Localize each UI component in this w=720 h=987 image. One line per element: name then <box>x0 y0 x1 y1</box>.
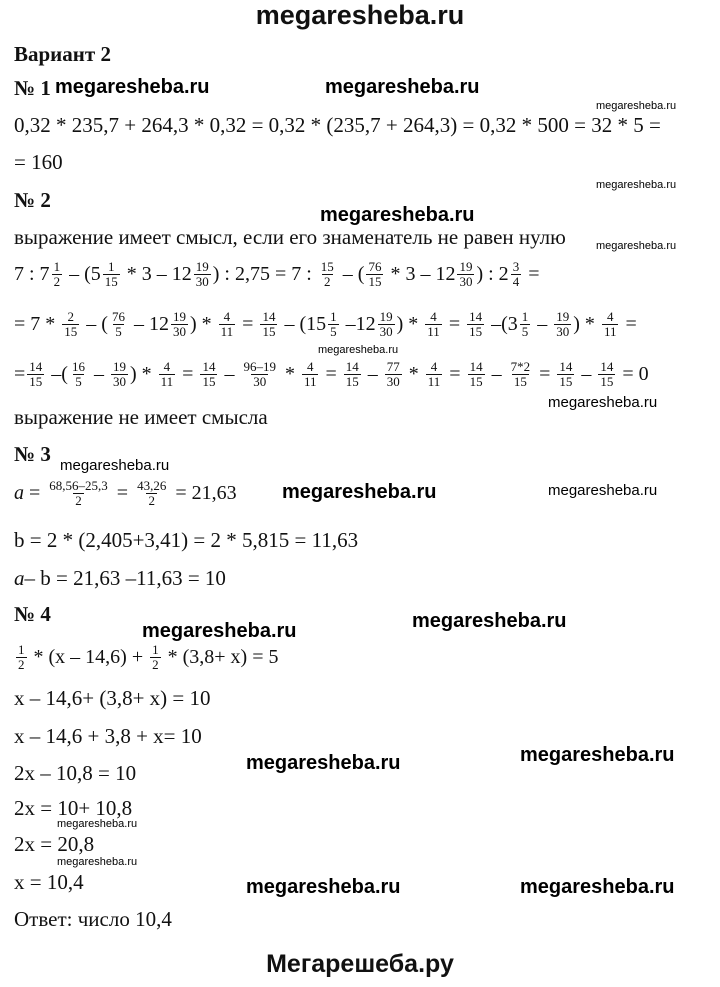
site-footer: Мегарешеба.ру <box>266 950 454 978</box>
variant-title: Вариант 2 <box>14 42 111 66</box>
watermark: megaresheba.ru <box>60 457 170 474</box>
task2-formula-line2: = 7 * $\frac{2}{15}$ – ( $\frac{76}{5}$ – 12 $\frac{19}{30}$ ) * $\frac{4}{11}$ = $\frac{14}{15}$ – (15 $\frac{1}{5}$ –12 $\frac{19}{30}$ ) * $\frac{4}{11}$ = $\frac{14}{15}$ –(3 $\frac{1}{5}$ – $\frac{19}{30}$ ) * $\frac{4}{11}$ = <box>14 308 637 339</box>
task1-line1: 0,32 * 235,7 + 264,3 * 0,32 = 0,32 * (235,7 + 264,3) = 0,32 * 500 = 32 * 5 = <box>14 113 661 137</box>
watermark: megaresheba.ru <box>520 744 675 766</box>
watermark: megaresheba.ru <box>57 818 138 830</box>
task4-equation: $\frac{1}{2}$ * (x – 14,6) + $\frac{1}{2}$ * (3,8+ x) = 5 <box>18 641 279 672</box>
watermark: megaresheba.ru <box>596 240 677 252</box>
watermark: megaresheba.ru <box>142 620 297 642</box>
watermark: megaresheba.ru <box>596 100 677 112</box>
watermark: megaresheba.ru <box>57 856 138 868</box>
task4-answer: Ответ: число 10,4 <box>14 907 172 931</box>
task3-b-line: b = 2 * (2,405+3,41) = 2 * 5,815 = 11,63 <box>14 528 359 552</box>
task3-title: № 3 <box>14 442 51 466</box>
task4-step2: x – 14,6+ (3,8+ x) = 10 <box>14 686 211 710</box>
task4-step4: 2x – 10,8 = 10 <box>14 761 137 785</box>
task2-formula-line3: = $\frac{14}{15}$ –( $\frac{16}{5}$ – $\frac{19}{30}$ ) * $\frac{4}{11}$ = $\frac{14}{15}$ – $\frac{96-19}{30}$ * $\frac{4}{11}$ = $\frac{14}{15}$ – $\frac{77}{30}$ * $\frac{4}{11}$ = $\frac{14}{15}$ – $\frac{7*2}{15}$ = $\frac{14}{15}$ – $\frac{14}{15}$ = 0 <box>14 358 649 389</box>
watermark: megaresheba.ru <box>325 76 480 98</box>
task4-step7: x = 10,4 <box>14 870 84 894</box>
task4-step6: 2x = 20,8 <box>14 832 95 856</box>
watermark: megaresheba.ru <box>596 179 677 191</box>
watermark: megaresheba.ru <box>318 344 399 356</box>
watermark: megaresheba.ru <box>246 752 401 774</box>
task4-title: № 4 <box>14 602 51 626</box>
task2-intro: выражение имеет смысл, если его знаменатель не равен нулю <box>14 225 566 249</box>
task2-formula-line1: 7 : 7 $\frac{1}{2}$ – (5 $\frac{1}{15}$ * 3 – 12 $\frac{19}{30}$ ) : 2,75 = 7 : $\frac{15}{2}$ – ( $\frac{76}{15}$ * 3 – 12 $\frac{19}{30}$ ) : 2 $\frac{3}{4}$ = <box>14 258 540 289</box>
site-header: megaresheba.ru <box>255 0 465 30</box>
watermark: megaresheba.ru <box>320 204 475 226</box>
watermark: megaresheba.ru <box>412 610 567 632</box>
task3-diff-text: – b = 21,63 –11,63 = 10 <box>24 566 226 590</box>
task3-a-formula: a = $\frac{68,56-25,3}{2}$ = $\frac{43,26}{2}$ = 21,63 <box>14 477 237 508</box>
task1-title: № 1 <box>14 76 51 100</box>
watermark: megaresheba.ru <box>282 481 437 503</box>
watermark: megaresheba.ru <box>520 876 675 898</box>
task4-step3: x – 14,6 + 3,8 + x= 10 <box>14 724 202 748</box>
task2-title: № 2 <box>14 188 51 212</box>
watermark: megaresheba.ru <box>548 482 658 499</box>
task2-conclusion: выражение не имеет смысла <box>14 405 268 429</box>
watermark: megaresheba.ru <box>548 394 658 411</box>
task1-line2: = 160 <box>14 150 63 174</box>
task4-step5: 2x = 10+ 10,8 <box>14 796 133 820</box>
watermark: megaresheba.ru <box>246 876 401 898</box>
task3-diff-line: a– b = 21,63 –11,63 = 10 <box>14 566 226 590</box>
watermark: megaresheba.ru <box>55 76 210 98</box>
